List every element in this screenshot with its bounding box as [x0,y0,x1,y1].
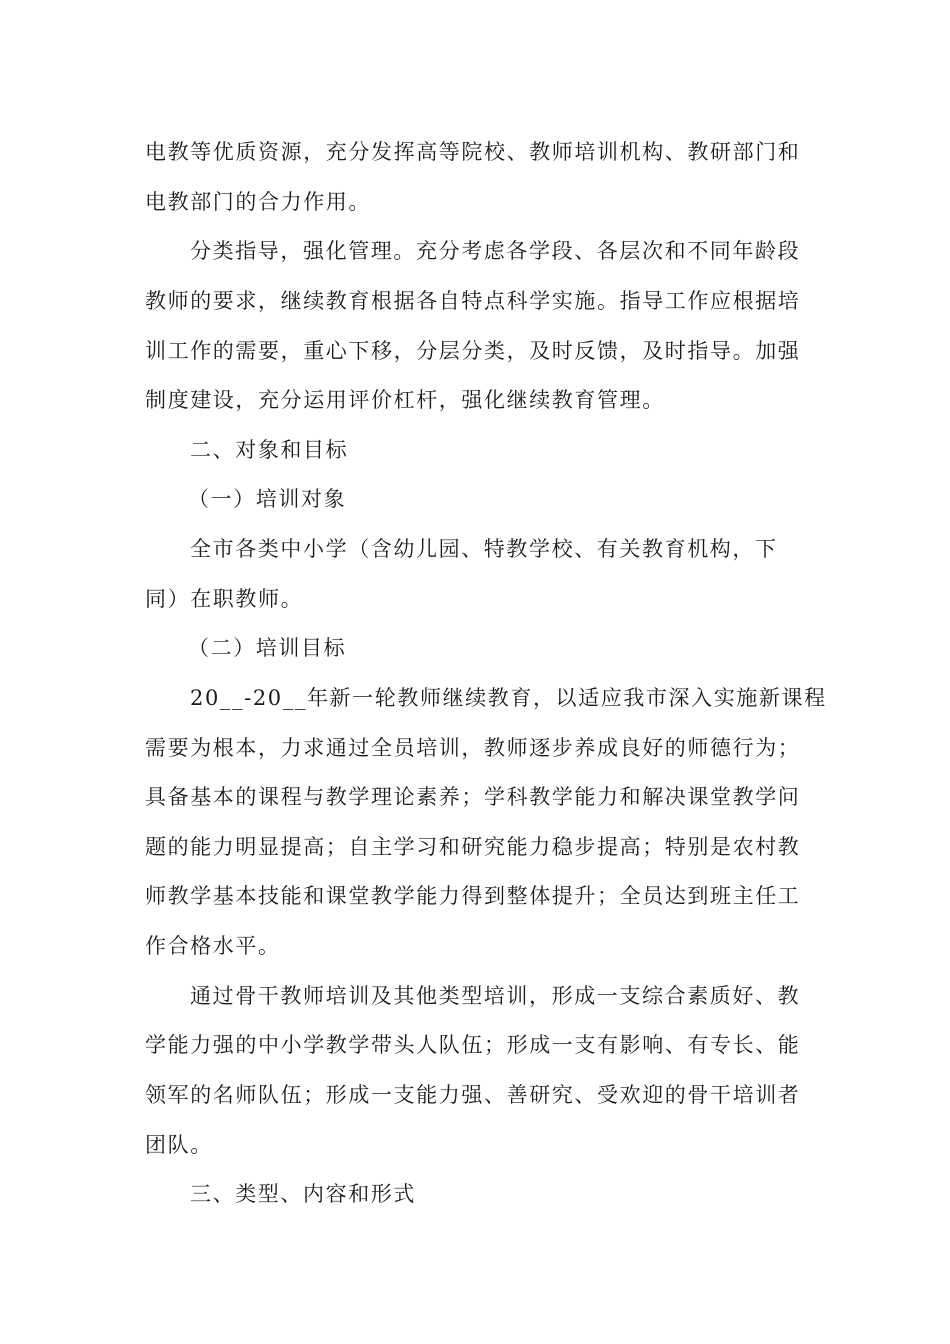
text-line: 题的能力明显提高；自主学习和研究能力稳步提高；特别是农村教 [145,835,801,859]
text-line: 电教等优质资源，充分发挥高等院校、教师培训机构、教研部门和 [145,140,801,164]
text-line: 领军的名师队伍；形成一支能力强、善研究、受欢迎的骨干培训者 [145,1083,801,1107]
paragraph-start-line: 分类指导，强化管理。充分考虑各学段、各层次和不同年龄段 [190,239,801,263]
text-line: 具备基本的课程与教学理论素养；学科教学能力和解决课堂教学问 [145,785,801,809]
paragraph-start-line: 20__-20__年新一轮教师继续教育，以适应我市深入实施新课程 [190,686,827,710]
text-line: 教师的要求，继续教育根据各自特点科学实施。指导工作应根据培 [145,289,801,313]
text-line: 需要为根本，力求通过全员培训，教师逐步养成良好的师德行为； [145,736,801,760]
text-line: 师教学基本技能和课堂教学能力得到整体提升；全员达到班主任工 [145,884,801,908]
text-line: 团队。 [145,1133,213,1157]
subsection-heading: （一）培训对象 [188,487,347,511]
text-line: 电教部门的合力作用。 [145,190,371,214]
section-heading: 三、类型、内容和形式 [190,1182,416,1206]
subsection-heading: （二）培训目标 [188,636,347,660]
text-line: 同）在职教师。 [145,587,304,611]
section-heading: 二、对象和目标 [190,438,349,462]
text-line: 制度建设，充分运用评价杠杆，强化继续教育管理。 [145,388,665,412]
text-line: 训工作的需要，重心下移，分层分类，及时反馈，及时指导。加强 [145,339,801,363]
text-line: 学能力强的中小学教学带头人队伍；形成一支有影响、有专长、能 [145,1033,801,1057]
paragraph-start-line: 全市各类中小学（含幼儿园、特教学校、有关教育机构，下 [190,537,778,561]
text-line: 作合格水平。 [145,934,281,958]
paragraph-start-line: 通过骨干教师培训及其他类型培训，形成一支综合素质好、教 [190,984,801,1008]
